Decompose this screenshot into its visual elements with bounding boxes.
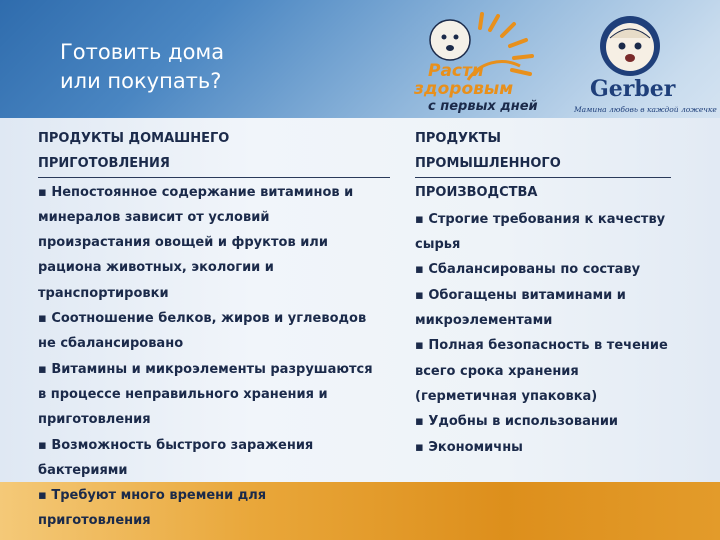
left-list-item: ▪ Требуют много времени для приготовления [38,488,267,529]
industrial-products-column [415,126,695,460]
slide-title [60,38,224,96]
logo-word-3: с первых дней [428,99,538,114]
title-line-2: или покупать? [60,69,222,93]
left-heading-line-1: ПРОДУКТЫ ДОМАШНЕГО [38,131,230,146]
right-heading-line-3: ПРОИЗВОДСТВА [415,184,538,200]
right-list-item: ▪ Строгие требования к качеству сырья [415,211,666,253]
left-list-item: ▪ Соотношение белков, жиров и углеводов не сбалансировано [38,311,367,352]
right-list-item: ▪ Сбалансированы по составу [415,262,641,278]
logo-word-2: здоровым [414,79,514,99]
gerber-logo [570,10,717,115]
gerber-brand-name: Gerber [590,76,676,102]
right-heading-divider [415,177,671,178]
left-list-item: ▪ Витамины и микроэлементы разрушаются в процессе неправильного хранения и приготовления [38,361,373,428]
homemade-products-column [38,126,400,534]
right-list-item: ▪ Экономичны [415,439,523,455]
left-list-item: ▪ Непостоянное содержание витаминов и минералов зависит от условий произрастания овощей и фруктов или рациона животных, экологии и транспортировки [38,184,354,301]
left-heading-divider [38,177,390,178]
right-list-item: ▪ Полная безопасность в течение всего срока хранения (герметичная упаковка) [415,338,668,404]
right-heading-line-2: ПРОМЫШЛЕННОГО [415,156,561,172]
right-heading-line-1: ПРОДУКТЫ [415,131,502,146]
right-list-item: ▪ Удобны в использовании [415,414,619,430]
left-list-item: ▪ Возможность быстрого заражения бактериями [38,437,314,478]
rosti-zdorovym-logo [410,10,560,115]
gerber-tagline: Мамина любовь в каждой ложечке [574,105,717,114]
title-line-1: Готовить дома [60,40,225,64]
right-list-item: ▪ Обогащены витаминами и микроэлементами [415,287,626,329]
left-heading-line-2: ПРИГОТОВЛЕНИЯ [38,156,170,172]
logo-word-1: Расти [428,61,484,81]
baby-face-icon [430,20,470,60]
